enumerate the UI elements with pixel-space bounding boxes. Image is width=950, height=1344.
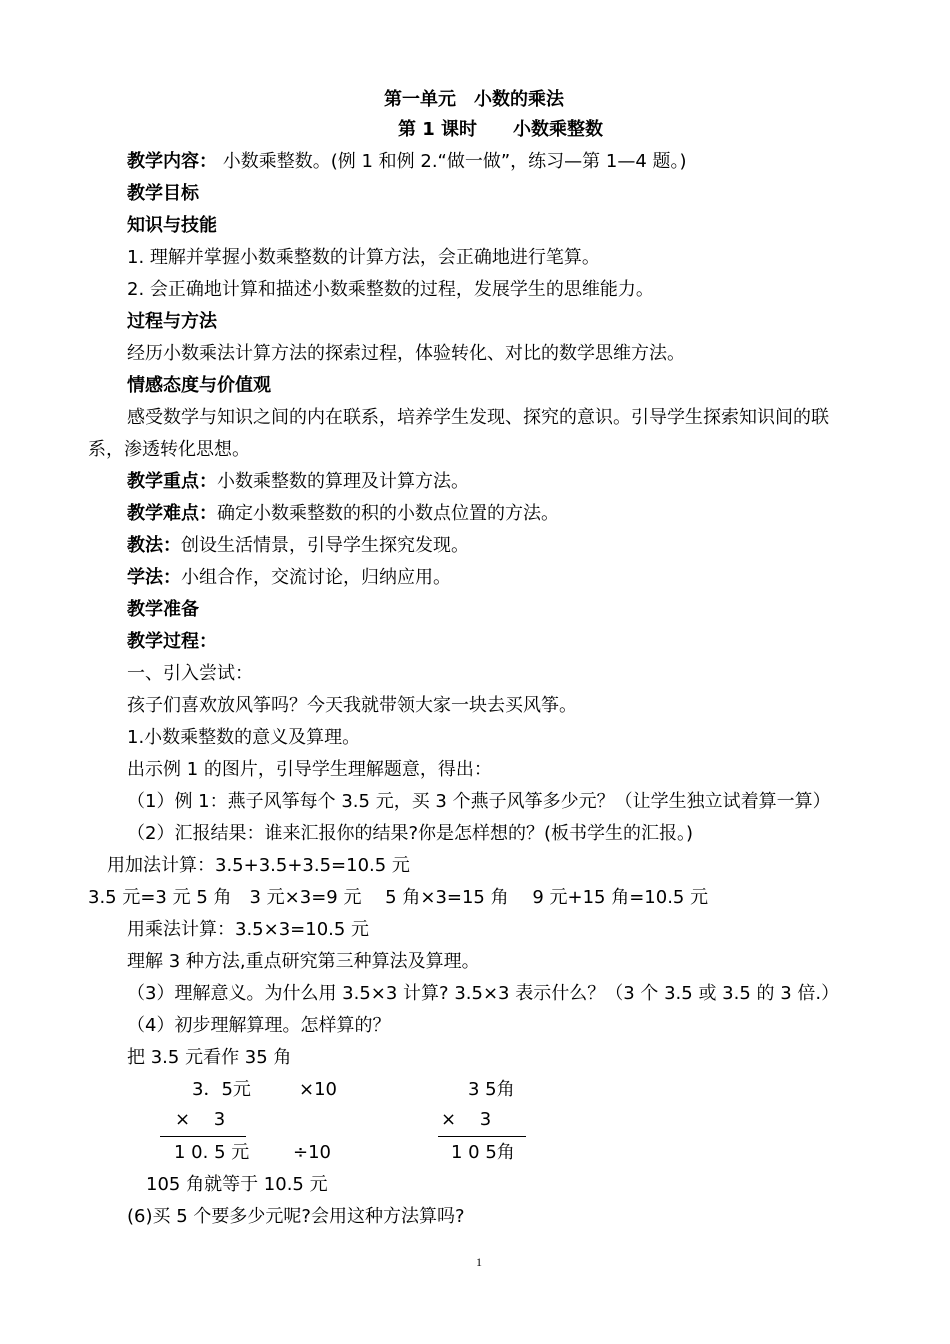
attitude-text-line-2: 系，渗透转化思想。 <box>88 439 250 460</box>
calc-times-ten: ×10 <box>299 1079 337 1100</box>
knowledge-heading: 知识与技能 <box>127 215 217 236</box>
knowledge-item-1: 1. 理解并掌握小数乘整数的计算方法，会正确地进行笔算。 <box>127 247 600 268</box>
equals-text: 105 角就等于 10.5 元 <box>146 1174 328 1195</box>
difficulty-text: 确定小数乘整数的积的小数点位置的方法。 <box>217 503 559 524</box>
calc-left-mid: × 3 <box>175 1109 226 1130</box>
addition-method: 用加法计算：3.5+3.5+3.5=10.5 元 <box>107 855 410 876</box>
lesson-subtitle: 第 1 课时 小数乘整数 <box>398 119 604 140</box>
attitude-heading: 情感态度与价值观 <box>127 375 271 396</box>
question-1: （1）例 1：燕子风筝每个 3.5 元，买 3 个燕子风筝多少元？（让学生独立试着算一算） <box>127 791 831 812</box>
calc-right-bottom: 1 0 5角 <box>451 1142 515 1163</box>
process-text: 经历小数乘法计算方法的探索过程，体验转化、对比的数学思维方法。 <box>127 343 685 364</box>
question-2: （2）汇报结果：谁来汇报你的结果?你是怎样想的？(板书学生的汇报。) <box>127 823 694 844</box>
knowledge-item-2: 2. 会正确地计算和描述小数乘整数的过程，发展学生的思维能力。 <box>127 279 654 300</box>
key-point <box>127 470 469 494</box>
question-6: (6)买 5 个要多少元呢?会用这种方法算吗? <box>127 1206 465 1227</box>
intro-question: 孩子们喜欢放风筝吗？今天我就带领大家一块去买风筝。 <box>127 695 577 716</box>
calc-left-rule <box>160 1136 246 1137</box>
teaching-method-text: 创设生活情景，引导学生探究发现。 <box>181 535 469 556</box>
calc-divide-ten: ÷10 <box>293 1142 331 1163</box>
goals-heading: 教学目标 <box>127 183 199 204</box>
question-4: （4）初步理解算理。怎样算的？ <box>127 1015 391 1036</box>
question-3: （3）理解意义。为什么用 3.5×3 计算? 3.5×3 表示什么？（3 个 3.5 或 3.5 的 3 倍.） <box>127 983 840 1004</box>
intro-heading: 一、引入尝试： <box>127 663 253 684</box>
key-point-text: 小数乘整数的算理及计算方法。 <box>217 471 469 492</box>
attitude-text-line-1: 感受数学与知识之间的内在联系，培养学生发现、探究的意识。引导学生探索知识间的联 <box>127 407 829 428</box>
treat-as-text: 把 3.5 元看作 35 角 <box>127 1047 292 1068</box>
process-heading: 过程与方法 <box>127 311 217 332</box>
teaching-content-text: 小数乘整数。(例 1 和例 2.“做一做”，练习—第 1—4 题。) <box>217 151 687 172</box>
difficulty-label: 教学难点： <box>127 503 217 524</box>
difficulty <box>127 502 559 526</box>
calc-left-bottom: 1 0. 5 元 <box>174 1142 250 1163</box>
teaching-method <box>127 534 469 558</box>
teaching-content-label: 教学内容： <box>127 151 217 172</box>
calc-right-top: 3 5角 <box>468 1079 515 1100</box>
calc-right-mid: × 3 <box>441 1109 492 1130</box>
key-point-label: 教学重点： <box>127 471 217 492</box>
learning-method <box>127 566 451 590</box>
process-main-heading: 教学过程： <box>127 631 217 652</box>
conversion-method: 3.5 元=3 元 5 角 3 元×3=9 元 5 角×3=15 角 9 元+15 角=10.5 元 <box>88 887 709 908</box>
learning-method-text: 小组合作，交流讨论，归纳应用。 <box>181 567 451 588</box>
meaning-heading: 1.小数乘整数的意义及算理。 <box>127 727 361 748</box>
teaching-method-label: 教法： <box>127 535 181 556</box>
multiplication-method: 用乘法计算：3.5×3=10.5 元 <box>127 919 370 940</box>
learning-method-label: 学法： <box>127 567 181 588</box>
understand-text: 理解 3 种方法,重点研究第三种算法及算理。 <box>127 951 480 972</box>
prep-heading: 教学准备 <box>127 599 199 620</box>
teaching-content <box>127 150 687 174</box>
calc-right-rule <box>438 1136 526 1137</box>
page-number: 1 <box>476 1255 482 1269</box>
unit-title: 第一单元 小数的乘法 <box>384 89 564 110</box>
calc-left-top: 3．5元 <box>192 1079 251 1100</box>
show-example: 出示例 1 的图片，引导学生理解题意，得出： <box>127 759 492 780</box>
